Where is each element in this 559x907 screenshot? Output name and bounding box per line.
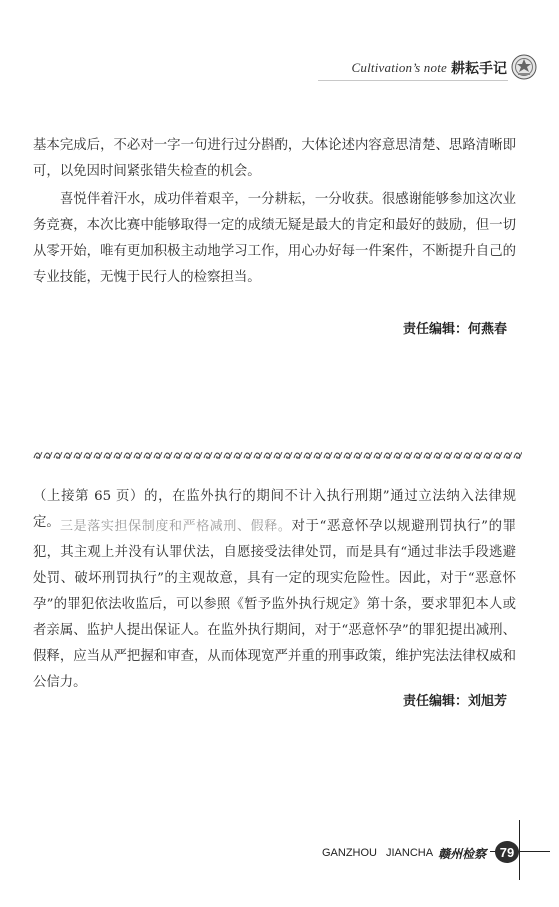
footer-title-cn: 赣州检察 [438, 846, 487, 861]
article2-editor-credit: 责任编辑：刘旭芳 [402, 694, 507, 709]
running-header [352, 56, 507, 80]
header-rule [318, 80, 508, 81]
article1-editor-credit: 责任编辑：何燕春 [402, 322, 507, 337]
footer-word-jiancha: JIANCHA [386, 847, 434, 859]
article2-section-heading: 三是落实担保制度和严格减刑、假释。 [60, 519, 292, 534]
article1-paragraph1: 基本完成后，不必对一字一句进行过分斟酌，大体论述内容意思清楚、思路清晰即可，以免因时间紧张错失检查的机会。 [33, 138, 516, 179]
crop-mark-vertical [519, 820, 520, 880]
article1-paragraph2: 喜悦伴着汗水，成功伴着艰辛，一分耕耘，一分收获。很感谢能够参加这次业务竞赛，本次比赛中能够取得一定的成绩无疑是最大的肯定和最好的鼓励，但一切从零开始，唯有更加积极主动地学习工作，用心办好每一件案件，不断提升自己的专业技能，无愧于民行人的检察担当。 [33, 192, 516, 285]
article2-paragraph2 [33, 514, 516, 696]
article2-paragraph2-body: 对于“恶意怀孕以规避刑罚执行”的罪犯，其主观上并没有认罪伏法，自愿接受法律处罚，而是具有“通过非法手段逃避处罚、破坏刑罚执行”的主观故意，具有一定的现实危险性。因此，对于“恶意怀孕”的罪犯依法收监后，可以参照《暂予监外执行规定》第十条，要求罪犯本人或者亲属、监护人提出保证人。在监外执行期间，对于“恶意怀孕”的罪犯提出减刑、假释，应当从严把握和审查，从而体现宽严并重的刑事政策，维护宪法法律权威和公信力。 [33, 519, 516, 690]
ornamental-divider [33, 449, 522, 461]
header-title-cn: 耕耘手记 [451, 61, 507, 77]
footer-word-ganzhou: GANZHOU [322, 847, 377, 859]
article2-paragraph1: （上接第 65 页）的，在监外执行的期间不计入执行刑期”通过立法纳入法律规定。 [33, 489, 516, 530]
header-title-en: Cultivation’s note [351, 60, 447, 75]
procuratorate-emblem-icon [511, 54, 537, 80]
page-number: 79 [495, 841, 519, 863]
running-footer [322, 843, 486, 863]
